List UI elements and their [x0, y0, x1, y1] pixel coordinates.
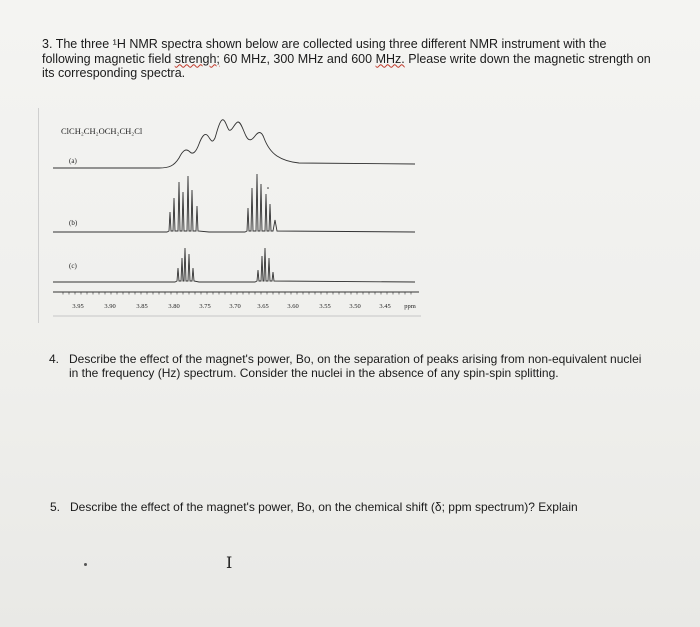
molecule-formula: ClCH₂CH₂OCH₂CH₂Cl — [61, 126, 143, 136]
tick-label-3-65: 3.65 — [257, 303, 269, 310]
question-5-number: 5. — [50, 500, 61, 514]
tick-label-3-50: 3.50 — [349, 303, 361, 310]
spectrum-c-trace — [53, 248, 415, 282]
question-4-line-2: in the frequency (Hz) spectrum. Consider the nuclei in the absence of any spin-spin splitting. — [69, 366, 559, 380]
question-3-text-after: Please write down the magnetic strength on its corresponding spectra. — [42, 51, 651, 80]
tick-label-3-95: 3.95 — [72, 303, 84, 310]
tick-label-3-90: 3.90 — [104, 303, 116, 310]
tick-label-3-45: 3.45 — [379, 303, 391, 310]
tick-label-3-55: 3.55 — [319, 303, 331, 310]
tick-label-3-75: 3.75 — [199, 303, 211, 310]
question-4-line-1: Describe the effect of the magnet's power, Bo, on the separation of peaks arising from non-equivalent nuclei — [69, 352, 642, 366]
tick-label-3-80: 3.80 — [168, 303, 180, 310]
nmr-spectra-figure — [38, 108, 429, 323]
question-3-text-before: The three ¹H NMR spectra shown below are collected using three different NMR instrument with the following magnetic field — [42, 37, 607, 66]
spectrum-c-label: (c) — [69, 262, 77, 270]
question-3-text-mid: 60 MHz, 300 MHz and 600 — [223, 51, 373, 66]
ppm-axis-tick-labels — [72, 303, 415, 310]
question-4 — [49, 352, 649, 380]
question-3 — [42, 37, 652, 81]
nmr-spectra-svg — [39, 108, 429, 323]
tick-label-3-60: 3.60 — [287, 303, 299, 310]
text-cursor-icon: I — [226, 553, 233, 572]
tick-label-3-85: 3.85 — [136, 303, 148, 310]
stray-mark — [84, 563, 87, 566]
spectrum-b-trace — [53, 174, 415, 232]
spectrum-a-label: (a) — [69, 157, 77, 165]
question-3-number: 3. — [42, 37, 53, 51]
axis-unit-label: ppm — [404, 303, 416, 310]
tick-label-3-70: 3.70 — [229, 303, 241, 310]
spectrum-b-label: (b) — [69, 219, 78, 227]
question-3-unit-flagged: MHz. — [375, 51, 405, 66]
question-5 — [50, 500, 670, 514]
question-3-misspelled-word: strengh; — [174, 51, 220, 66]
question-4-number: 4. — [49, 352, 60, 366]
question-5-text: Describe the effect of the magnet's power, Bo, on the chemical shift (δ; ppm spectrum)? Explain — [70, 500, 578, 514]
